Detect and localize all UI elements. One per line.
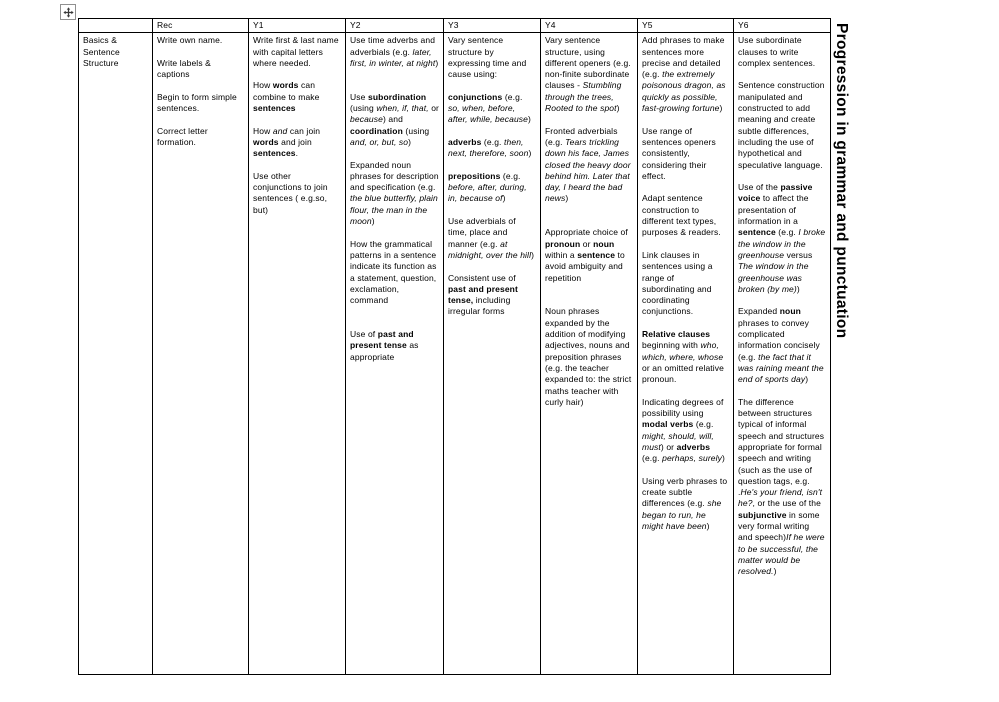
cell-y6[interactable]: Use subordinate clauses to write complex sentences. Sentence construction manipulated and constructed to add meaning and create subtle differences, including the use of hypothetical and speculative language. Use of the passive voice to affect the presentation of information in a sentence (e.g. I broke the window in the greenhouse versus The window in the greenhouse was broken (by me)) Expanded noun phrases to convey complicated information concisely (e.g. the fact that it was raining meant the end of sports day) The difference between structures typical of informal speech and structures appropriate for formal speech and writing (such as the use of question tags, e.g. .He's your friend, isn't he?, or the use of the subjunctive in some very formal writing and speech)If he were to be successful, the matter would be resolved.) xyxy=(734,33,831,675)
col-header-y3[interactable]: Y3 xyxy=(444,19,541,33)
table-move-handle[interactable] xyxy=(60,4,76,20)
page-title-vertical: Progression in grammar and punctuation xyxy=(833,23,850,339)
row-header-basics-sentence-structure[interactable]: Basics & Sentence Structure xyxy=(79,33,153,675)
header-row xyxy=(79,19,831,33)
col-header-y2[interactable]: Y2 xyxy=(346,19,444,33)
cell-y4[interactable]: Vary sentence structure, using different openers (e.g. non-finite subordinate clauses - Stumbling through the trees, Rooted to the spot) Fronted adverbials (e.g. Tears trickling down his face, James closed the heavy door behind him. Later that day, I heard the bad news) Appropriate choice of pronoun or noun within a sentence to avoid ambiguity and repetition Noun phrases expanded by the addition of modifying adjectives, nouns and preposition phrases (e.g. the teacher expanded to: the strict maths teacher with curly hair) xyxy=(541,33,638,675)
move-icon xyxy=(63,7,74,18)
corner-cell[interactable] xyxy=(79,19,153,33)
cell-y3[interactable]: Vary sentence structure by expressing time and cause using: conjunctions (e.g. so, when, before, after, while, because) adverbs (e.g. then, next, therefore, soon) prepositions (e.g. before, after, during, in, because of) Use adverbials of time, place and manner (e.g. at midnight, over the hill) Consistent use of past and present tense, including irregular forms xyxy=(444,33,541,675)
progression-table xyxy=(78,18,831,675)
cell-y1[interactable]: Write first & last name with capital letters where needed. How words can combine to make sentences How and can join words and join sentences. Use other conjunctions to join sentences ( e.g.so, but) xyxy=(249,33,346,675)
table-row-basics-sentence-structure xyxy=(79,33,831,675)
cell-rec[interactable]: Write own name. Write labels & captions Begin to form simple sentences. Correct letter formation. xyxy=(153,33,249,675)
col-header-rec[interactable]: Rec xyxy=(153,19,249,33)
col-header-y5[interactable]: Y5 xyxy=(638,19,734,33)
col-header-y4[interactable]: Y4 xyxy=(541,19,638,33)
cell-y5[interactable]: Add phrases to make sentences more precise and detailed (e.g. the extremely poisonous dragon, as quickly as possible, fast-growing fortune) Use range of sentences openers consistently, considering their effect. Adapt sentence construction to different text types, purposes & readers. Link clauses in sentences using a range of subordinating and coordinating conjunctions. Relative clauses beginning with who, which, where, whose or an omitted relative pronoun. Indicating degrees of possibility using modal verbs (e.g. might, should, will, must) or adverbs (e.g. perhaps, surely) Using verb phrases to create subtle differences (e.g. she began to run, he might have been) xyxy=(638,33,734,675)
col-header-y1[interactable]: Y1 xyxy=(249,19,346,33)
col-header-y6[interactable]: Y6 xyxy=(734,19,831,33)
cell-y2[interactable]: Use time adverbs and adverbials (e.g. later, first, in winter, at night) Use subordination (using when, if, that, or because) and coordination (using and, or, but, so) Expanded noun phrases for description and specification (e.g. the blue butterfly, plain flour, the man in the moon) How the grammatical patterns in a sentence indicate its function as a statement, question, exclamation, command Use of past and present tense as appropriate xyxy=(346,33,444,675)
